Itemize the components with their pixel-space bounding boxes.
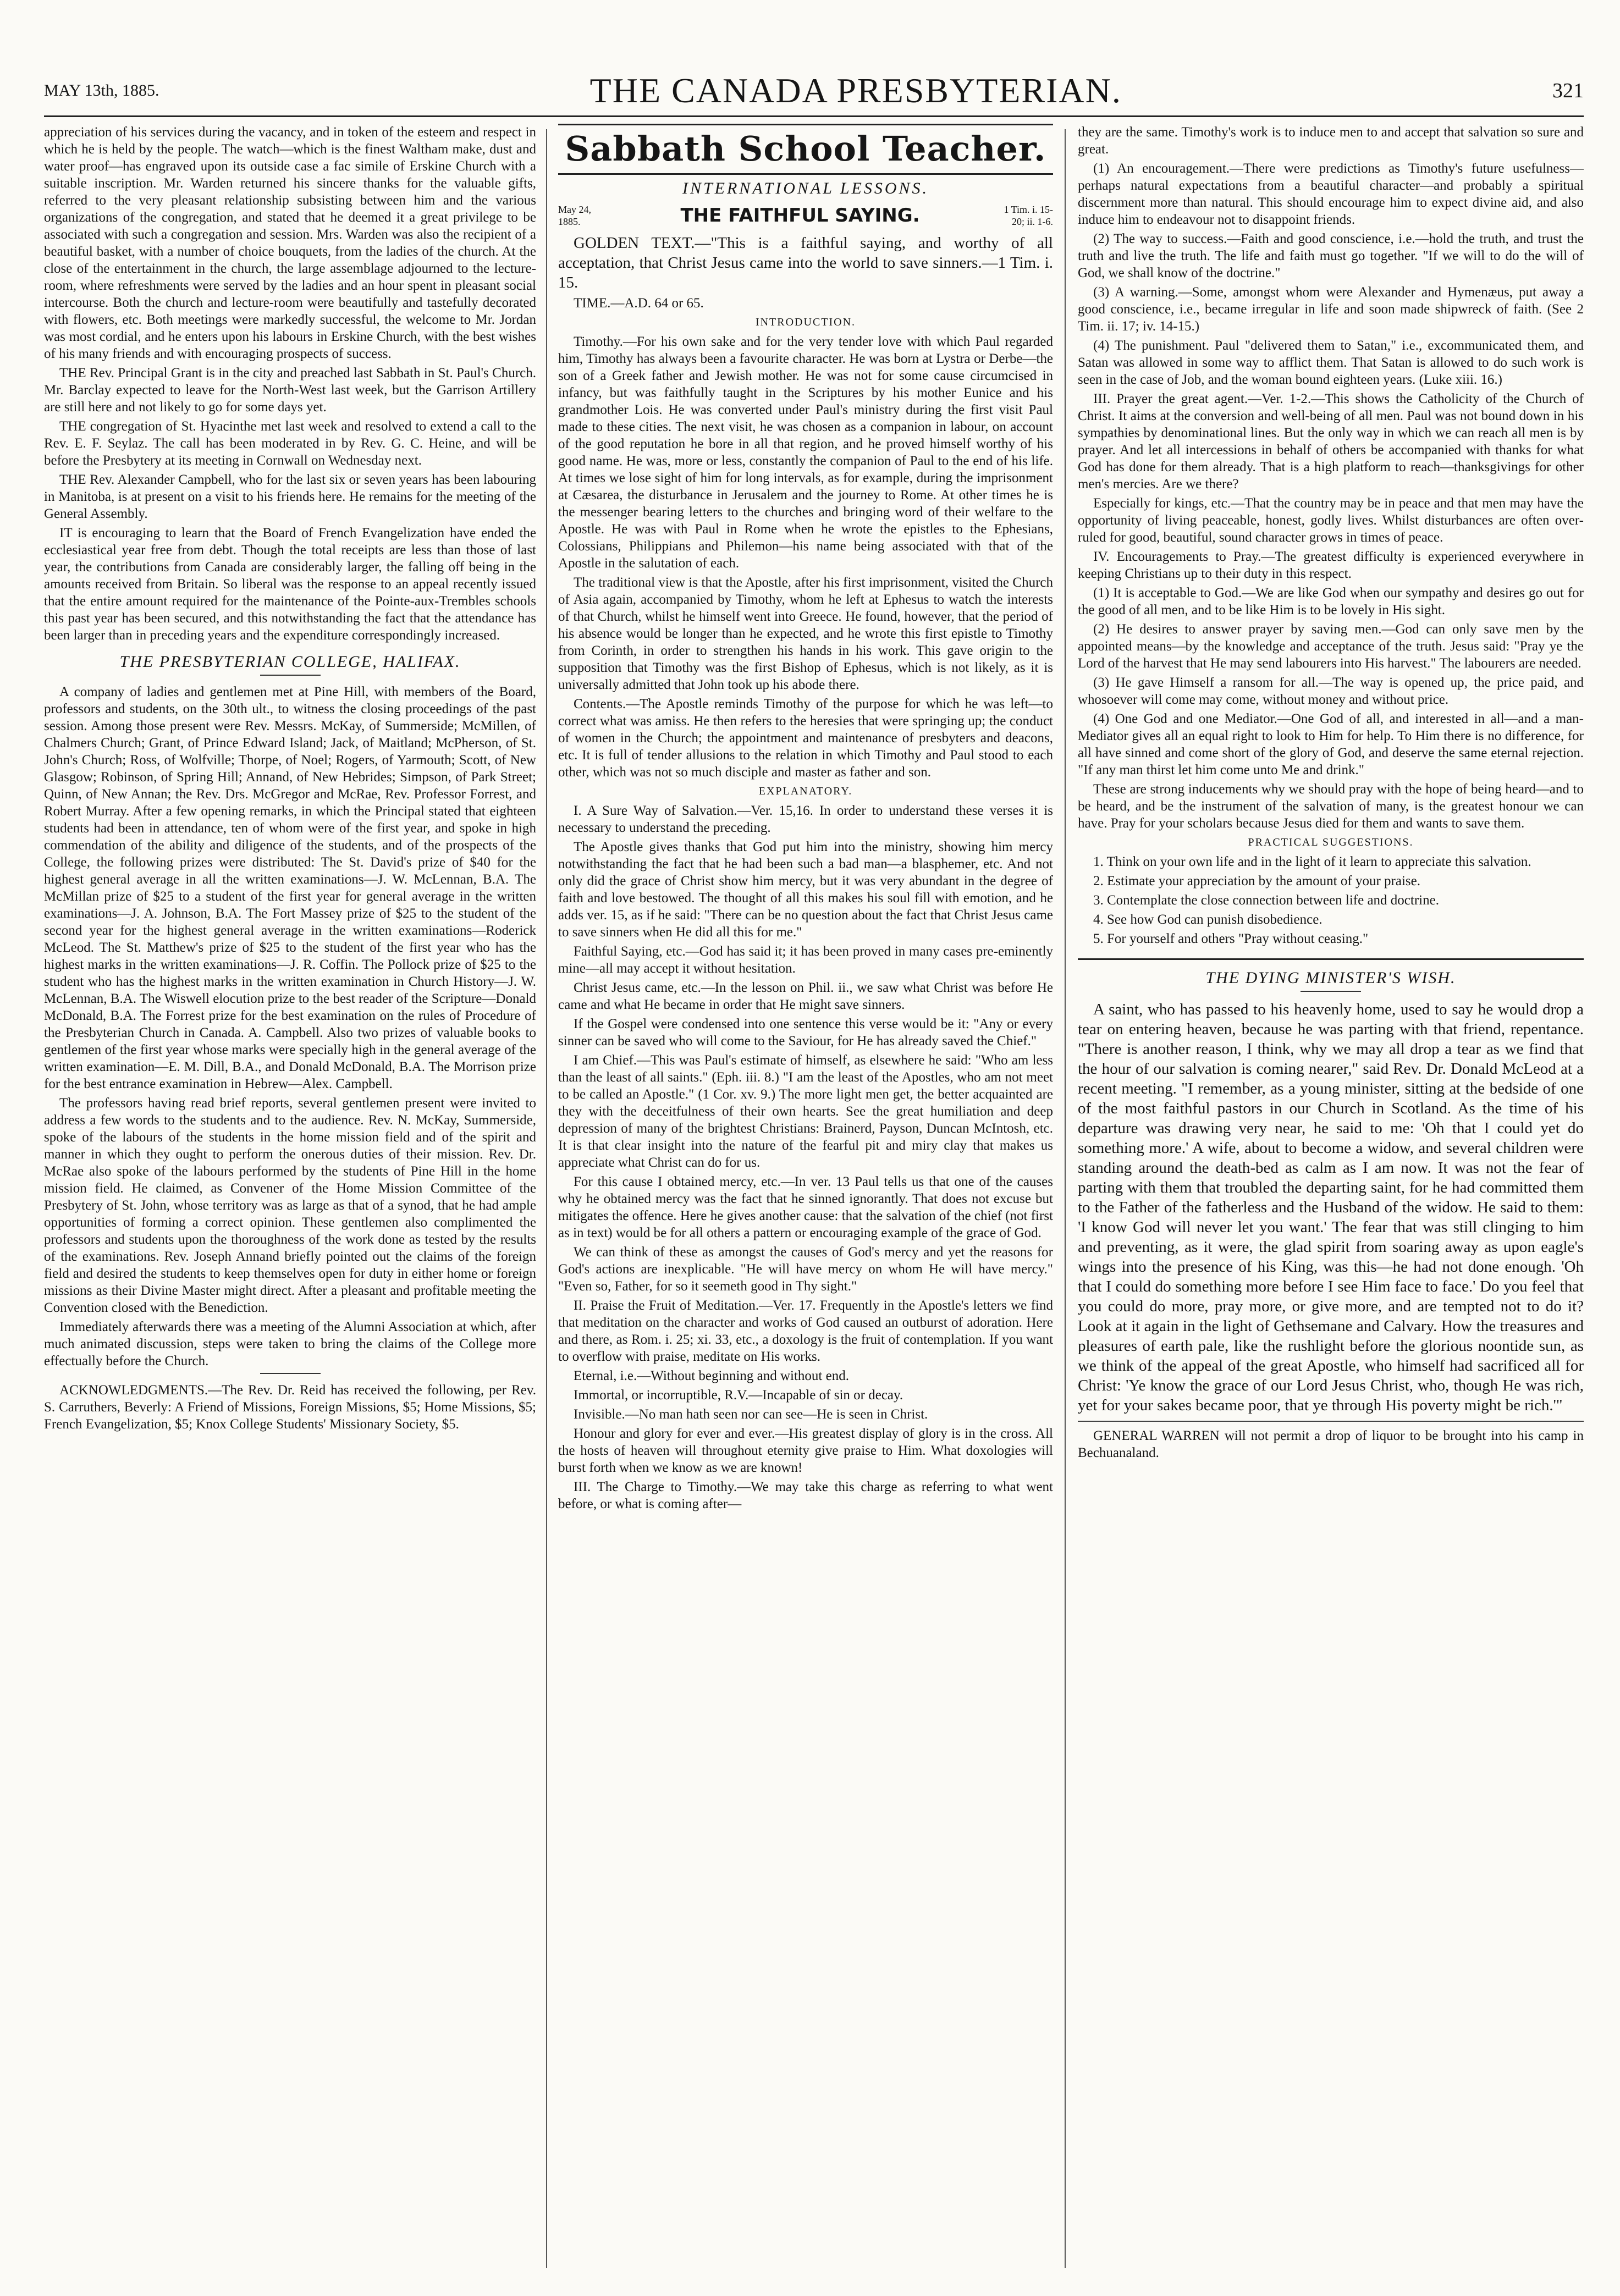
column-rule-2 bbox=[1065, 129, 1066, 2268]
list-item: 3. Contemplate the close connection between life and doctrine. bbox=[1093, 893, 1439, 908]
acknowledgments: ACKNOWLEDGMENTS.—The Rev. Dr. Reid has received the following, per Rev. S. Carruthers, Beverly: A Friend of Missions, Foreign Missions, $5; Home Missions, $5; French Evangelization, $5; Knox College Students' Missionary Society, $5. bbox=[44, 1383, 536, 1432]
lesson-paragraph: I am Chief.—This was Paul's estimate of himself, as elsewhere he said: "Who am less than the least of all saints." (Eph. iii. 8.) "I am the least of the Apostles, who am not meet to be called an Apostle." (1 Cor. xv. 9.) The more light men get, the better acquainted are they with the deceitfulness of their own hearts. See the great humiliation and deep depression of many of the brightest Christians: Brainerd, Payson, Duncan McIntosh, etc. It is that clear insight into the nature of the fearful pit and miry clay that makes us appreciate what Christ can do for us. bbox=[558, 1053, 1053, 1170]
dying-minister-title: THE DYING MINISTER'S WISH. bbox=[1205, 969, 1456, 987]
list-item: 2. Estimate your appreciation by the amount of your praise. bbox=[1093, 874, 1420, 888]
lesson-paragraph: Especially for kings, etc.—That the country may be in peace and that men may have the opportunity of living peaceable, honest, godly lives. Whilst disturbances are often over-ruled for good, beautiful, sound character grows in times of peace. bbox=[1078, 496, 1584, 545]
explanatory-label: EXPLANATORY. bbox=[758, 785, 853, 797]
practical-suggestions-label: PRACTICAL SUGGESTIONS. bbox=[1248, 836, 1414, 848]
sabbath-school-title: Sabbath School Teacher. bbox=[565, 129, 1046, 169]
lesson-paragraph: The traditional view is that the Apostle, after his first imprisonment, visited the Church of Asia again, accompanied by Timothy, whom he left at Ephesus to watch the interests of that Church, whilst he himself went into Greece. He found, however, that the period of his absence would be longer than he expected, and he wrote this first epistle to Timothy from Corinth, in order to strengthen his hands in his work. This gave origin to the supposition that Timothy was the first Bishop of Ephesus, which is not likely, as it is universally admitted that John took up his abode there. bbox=[558, 575, 1053, 692]
article-paragraph: THE Rev. Alexander Campbell, who for the last six or seven years has been labouring in Manitoba, is at present on a visit to his friends here. He remains for the meeting of the General Assembly. bbox=[44, 472, 536, 521]
lesson-paragraph: (2) The way to success.—Faith and good conscience, i.e.—hold the truth, and trust the truth and live the truth. The life and faith must go together. "If we will to do the will of God, we shall know of the doctrine." bbox=[1078, 231, 1584, 280]
lesson-paragraph: If the Gospel were condensed into one sentence this verse would be it: "Any or every sinner can be saved who will come to the Saviour, for He has already saved the Chief." bbox=[558, 1017, 1053, 1048]
lesson-paragraph: Invisible.—No man hath seen nor can see—He is seen in Christ. bbox=[574, 1407, 928, 1422]
introduction-label: INTRODUCTION. bbox=[755, 316, 856, 328]
list-item: 1. Think on your own life and in the light of it learn to appreciate this salvation. bbox=[1093, 854, 1531, 869]
lesson-paragraph: Faithful Saying, etc.—God has said it; it has been proved in many cases pre-eminently mine—all may accept it without hesitation. bbox=[558, 944, 1053, 976]
lesson-date: May 24, 1885. bbox=[558, 204, 591, 227]
lesson-paragraph: (3) He gave Himself a ransom for all.—The way is opened up, the price paid, and whosoever will come may come, without money and without price. bbox=[1078, 675, 1584, 707]
list-item: 5. For yourself and others "Pray without ceasing." bbox=[1093, 931, 1369, 946]
article-paragraph: IT is encouraging to learn that the Board of French Evangelization have ended the ecclesiastical year free from debt. Though the total receipts are less than those of last year, the contributions from Canada are considerably larger, the falling off being in the amounts received from Britain. So liberal was the response to an appeal recently issued that the entire amount required for the maintenance of the Pointe-aux-Trembles schools this past year has been secured, and this notwithstanding the fact that the attendance has been larger than in preceding years and the expenditure correspondingly increased. bbox=[44, 526, 536, 643]
sabbath-school-header bbox=[558, 124, 1053, 175]
lesson-paragraph: (2) He desires to answer prayer by saving men.—God can only save men by the appointed means—by the knowledge and acceptance of the truth. Jesus said: "Pray ye the Lord of the harvest that He may send labourers into His harvest." The labourers are needed. bbox=[1078, 622, 1584, 671]
lesson-paragraph: (1) It is acceptable to God.—We are like God when our sympathy and desires go out for the good of all men, and to be like Him is to be lovely in His sight. bbox=[1078, 586, 1584, 617]
lesson-paragraph: (4) One God and one Mediator.—One God of all, and interested in all—and a man-Mediator gives all an equal right to look to Him for help. To Him there is no difference, for all have sinned and come short of the glory of God, and deserve the same eternal rejection. "If any man thirst let him come unto Me and drink." bbox=[1078, 711, 1584, 777]
column-1 bbox=[44, 124, 536, 2268]
international-lessons-subtitle: INTERNATIONAL LESSONS. bbox=[682, 179, 929, 197]
section-rule bbox=[1078, 1421, 1584, 1422]
column-rule-1 bbox=[546, 129, 547, 2268]
issue-date: MAY 13th, 1885. bbox=[44, 81, 159, 100]
lesson-paragraph: IV. Encouragements to Pray.—The greatest difficulty is experienced everywhere in keeping Christians up to their duty in this respect. bbox=[1078, 549, 1584, 581]
article-paragraph: The professors having read brief reports, several gentlemen present were invited to address a few words to the students and to the audience. Rev. N. McKay, Summerside, spoke of the labours of the students in the home mission field and of the spirit and manner in which they ought to perform the onerous duties of their mission. Rev. Dr. McRae also spoke of the labours performed by the students of Pine Hill in the home mission field. He claimed, as Convener of the Home Mission Committee of the Presbytery of St. John, whose territory was as large as that of a synod, that he had ample opportunities of forming a correct opinion. These gentlemen also complimented the professors and students upon the thoroughness of the work done as tested by the results of the examinations. Rev. Joseph Annand briefly pointed out the claims of the foreign field and desired the students to keep themselves open for duty in either home or foreign missions as their Divine Master might direct. After a pleasant and profitable meeting the Convention closed with the Benediction. bbox=[44, 1096, 536, 1315]
section-rule bbox=[1301, 991, 1361, 992]
lesson-heading bbox=[558, 203, 1053, 228]
lesson-paragraph: (4) The punishment. Paul "delivered them to Satan," i.e., excommunicated them, and Satan was allowed in some way to afflict them. That Satan is allowed to do such work is seen in the case of Job, and the woman bound eighteen years. (Luke xiii. 16.) bbox=[1078, 338, 1584, 387]
section-rule bbox=[260, 675, 321, 676]
page-columns bbox=[44, 124, 1584, 2268]
lesson-paragraph: they are the same. Timothy's work is to induce men to and accept that salvation so sure and great. bbox=[1078, 125, 1584, 157]
article-paragraph: appreciation of his services during the vacancy, and in token of the esteem and respect in which he is held by the people. The watch—which is the finest Waltham make, dust and water proof—has engraved upon its outside case a fac simile of Erskine Church with a suitable inscription. Mr. Warden returned his sincere thanks for the valuable gifts, referred to the very pleasant relationship subsisting between him and the various organizations of the congregation, and stated that he deemed it a great privilege to be associated with such a congregation and session. Mrs. Warden was also the recipient of a beautiful basket, with a number of choice bouquets, from the ladies of the church. At the close of the entertainment in the church, the large assemblage adjourned to the lecture-room, where refreshments were served by the ladies and an hour spent in pleasant social intercourse. Both the church and lecture-room were beautifully and tastefully decorated with flowers, etc. Both meetings were markedly successful, the welcome to Mr. Jordan was most cordial, and he enters upon his labours in Erskine Church, with the best wishes of his many friends and with encouraging prospects of success. bbox=[44, 125, 536, 361]
news-item: GENERAL WARREN will not permit a drop of liquor to be brought into his camp in Bechuanaland. bbox=[1078, 1428, 1584, 1460]
lesson-paragraph: Honour and glory for ever and ever.—His greatest display of glory is in the cross. All the hosts of heaven will throughout eternity give praise to Him. What doxologies will burst forth when we know as we are known! bbox=[558, 1426, 1053, 1475]
page-number: 321 bbox=[1552, 79, 1584, 102]
golden-text: GOLDEN TEXT.—"This is a faithful saying, and worthy of all acceptation, that Christ Jesus came into the world to save sinners.—1 Tim. i. 15. bbox=[558, 234, 1053, 291]
article-paragraph: Immediately afterwards there was a meeting of the Alumni Association at which, after much animated discussion, steps were taken to bring the claims of the College more effectually before the Church. bbox=[44, 1320, 536, 1368]
article-paragraph: A saint, who has passed to his heavenly home, used to say he would drop a tear on entering heaven, because he was parting with that friend, repentance. "There is another reason, I think, why we may all drop a tear as we find that the hour of our salvation is coming nearer," said Rev. Dr. Donald McLeod at a recent meeting. "I remember, as a young minister, sitting at the bedside of one of the most faithful pastors in our Church in Scotland. As the time of his departure was drawing very near, he said to me: 'Oh that I could yet do something more.' A wife, about to become a widow, and several children were standing around the death-bed as calm as I am now. It was not the fear of parting with them that troubled the departing saint, for he had committed them to the Father of the fatherless and the Husband of the widow. He said to them: 'I know God will never let you want.' The fear that was still clinging to him and preventing, as it were, the glad spirit from soaring away as upon eagle's wings into the presence of his King, was this—he had not done enough. 'Oh that I could do something more before I see Him face to face.' Do you feel that you could do more, pray more, or give more, and are tempted not to do it? Look at it again in the light of Gethsemane and Calvary. How the treasures and pleasures of earth pale, like the rushlight before the glorious noontide sun, as we think of the appeal of the great Apostle, who himself had sacrificed all for Christ: 'Ye know the grace of our Lord Jesus Christ, who, though He was rich, yet for your sakes became poor, that ye through His poverty might be rich.'" bbox=[1078, 1001, 1584, 1414]
column-3 bbox=[1078, 124, 1584, 2268]
lesson-paragraph: Contents.—The Apostle reminds Timothy of the purpose for which he was left—to correct what was amiss. He then refers to the heresies that were springing up; the conduct of women in the Church; the appointment and maintenance of presbyters and deacons, etc. It is full of tender allusions to the relation in which Timothy and Paul stood to each other, which was not so much disciple and master as father and son. bbox=[558, 697, 1053, 780]
lesson-paragraph: These are strong inducements why we should pray with the hope of being heard—and to be heard, and be the instrument of the salvation of many, is the greatest honour we can have. Pray for your scholars because Jesus died for them and wants to save them. bbox=[1078, 782, 1584, 831]
lesson-paragraph: Immortal, or incorruptible, R.V.—Incapable of sin or decay. bbox=[574, 1388, 903, 1403]
lesson-paragraph: I. A Sure Way of Salvation.—Ver. 15,16. In order to understand these verses it is necessary to understand the preceding. bbox=[558, 803, 1053, 835]
lesson-paragraph: III. Prayer the great agent.—Ver. 1-2.—This shows the Catholicity of the Church of Christ. It aims at the conversion and well-being of all men. Paul was not bound down in his sympathies by denominational lines. But the only way in which we can reach all men is by prayer. And let all intercessions in behalf of others be accompanied with thanks for what God has done for them already. That is a high platform to reach—thanksgivings for other men's mercies. Are we there? bbox=[1078, 391, 1584, 492]
lesson-paragraph: Christ Jesus came, etc.—In the lesson on Phil. ii., we saw what Christ was before He came and what He became in order that He might save sinners. bbox=[558, 980, 1053, 1012]
lesson-paragraph: (3) A warning.—Some, amongst whom were Alexander and Hymenæus, put away a good conscience, i.e., became irregular in life and soon made shipwreck of faith. (See 2 Tim. ii. 17; iv. 14-15.) bbox=[1078, 285, 1584, 334]
college-section-title: THE PRESBYTERIAN COLLEGE, HALIFAX. bbox=[119, 653, 461, 671]
newspaper-title: THE CANADA PRESBYTERIAN. bbox=[589, 71, 1122, 110]
section-rule bbox=[1078, 958, 1584, 960]
lesson-time: TIME.—A.D. 64 or 65. bbox=[574, 296, 704, 311]
lesson-paragraph: We can think of these as amongst the causes of God's mercy and yet the reasons for God's actions are inexplicable. "He will have mercy on whom He will have mercy." "Even so, Father, for so it seemeth good in Thy sight." bbox=[558, 1245, 1053, 1294]
lesson-paragraph: III. The Charge to Timothy.—We may take this charge as referring to what went before, or what is coming after— bbox=[558, 1480, 1053, 1511]
suggestions-list bbox=[1078, 853, 1584, 947]
list-item: 4. See how God can punish disobedience. bbox=[1093, 912, 1323, 927]
lesson-paragraph: For this cause I obtained mercy, etc.—In ver. 13 Paul tells us that one of the causes why he obtained mercy was the fact that he sinned ignorantly. That does not excuse but mitigates the offence. Here he gives another cause: that the salvation of the chief (not first as in text) would be for all others a pattern or encouraging example of the grace of God. bbox=[558, 1174, 1053, 1240]
lesson-paragraph: II. Praise the Fruit of Meditation.—Ver. 17. Frequently in the Apostle's letters we find that meditation on the character and works of God caused an outburst of adoration. Here and there, as Rom. i. 25; xi. 33, etc., a doxology is the fruit of contemplation. If you want to overflow with praise, meditate on His works. bbox=[558, 1298, 1053, 1364]
lesson-title: THE FAITHFUL SAYING. bbox=[680, 205, 920, 227]
section-rule bbox=[260, 1373, 321, 1374]
lesson-paragraph: Eternal, i.e.—Without beginning and without end. bbox=[574, 1368, 849, 1383]
masthead bbox=[44, 66, 1584, 117]
article-paragraph: THE congregation of St. Hyacinthe met last week and resolved to extend a call to the Rev. E. F. Seylaz. The call has been moderated in by Rev. G. C. Heine, and will be before the Presbytery at its meeting in Cornwall on Wednesday next. bbox=[44, 419, 536, 468]
lesson-paragraph: Timothy.—For his own sake and for the very tender love with which Paul regarded him, Timothy has always been a favourite character. He was born at Lystra or Derbe—the son of a Greek father and Jewish mother. He was not for some cause circumcised in infancy, but was faithfully taught in the Scriptures by his mother Eunice and his grandmother Lois. He was converted under Paul's ministry during the first visit Paul made to these cities. The next visit, he was chosen as a companion in labour, on account of the good reputation he bore in all that region, and he proved himself worthy of his good name. He was, more or less, constantly the companion of Paul to the end of his life. At times we lose sight of him for long intervals, as for example, during the imprisonment at Cæsarea, the disturbance in Jerusalem and the journey to Rome. At other times he is the messenger bearing letters to the churches and bringing word of their welfare to the Apostle. He was with Paul in Rome when he wrote the epistles to the Ephesians, Colossians, Philippians and Philemon—his name being associated with that of the Apostle in the salutation of each. bbox=[558, 334, 1053, 571]
lesson-reference: 1 Tim. i. 15-20; ii. 1-6. bbox=[1004, 204, 1053, 227]
lesson-paragraph: The Apostle gives thanks that God put him into the ministry, showing him mercy notwithstanding the fact that he had been such a bad man—a blasphemer, etc. And not only did the grace of Christ show him mercy, but it was very abundant in the degree of faith and love bestowed. The thought of all this makes his soul fill with emotion, and he adds ver. 15, as if he said: "There can be no question about the fact that Christ Jesus came to save sinners when He did all this for me." bbox=[558, 840, 1053, 940]
article-paragraph: A company of ladies and gentlemen met at Pine Hill, with members of the Board, professors and students, on the 30th ult., to witness the closing proceedings of the past session. Among those present were Rev. Messrs. McKay, of Summerside; McMillen, of Chalmers Church; Grant, of Prince Edward Island; Jack, of Maitland; McPherson, of St. John's Church; Ross, of Wolfville; Thorpe, of Noel; Rogers, of Yarmouth; Scott, of New Glasgow; Robinson, of Spring Hill; Annand, of New Hebrides; Simpson, of Park Street; Quinn, of New Annan; the Rev. Drs. McGregor and McRae, Rev. Professor Forrest, and Robert Murray. After a few opening remarks, in which the Principal stated that eighteen students had been in attendance, ten of whom were of the first year, and spoke in high commendation of the ability and diligence of the students, and of the prospects of the College, the following prizes were distributed: The St. David's prize of $40 for the highest general average in all the written examinations—J. W. McLennan, B.A. The McMillan prize of $25 to a student of the first year for general average in the written examinations—J. A. Johnson, B.A. The Fort Massey prize of $25 to the student of the second year for the highest general average in the written examinations—Roderick McLeod. The St. Matthew's prize of $25 to the student of the first year who has the highest marks in the written examinations—J. R. Coffin. The Pollock prize of $25 to the student who has the highest marks in the written examination in Church History—J. W. McLennan, B.A. The Wiswell elocution prize to the best reader of the Scripture—Donald McDonald, B.A. The Forrest prize for the best examination on the rules of Procedure of the Presbyterian Church in Canada. A. Campbell. Also two prizes of valuable books to gentlemen of the first year whose marks were specially high in the general average of the written examination—E. M. Dill, B.A., and Donald McDonald, B.A. The Morrison prize for the best entrance examination in Hebrew—Alex. Campbell. bbox=[44, 685, 536, 1091]
article-paragraph: THE Rev. Principal Grant is in the city and preached last Sabbath in St. Paul's Church. Mr. Barclay expected to leave for the North-West last week, but the Garrison Artillery are still here and not likely to go for some days yet. bbox=[44, 366, 536, 415]
column-2 bbox=[558, 124, 1053, 2268]
lesson-paragraph: (1) An encouragement.—There were predictions as Timothy's future usefulness—perhaps natural expectations from a beautiful character—and probably a spiritual discernment more than natural. This should encourage him to expect divine aid, and also induce him to endeavour not to disappoint friends. bbox=[1078, 161, 1584, 227]
